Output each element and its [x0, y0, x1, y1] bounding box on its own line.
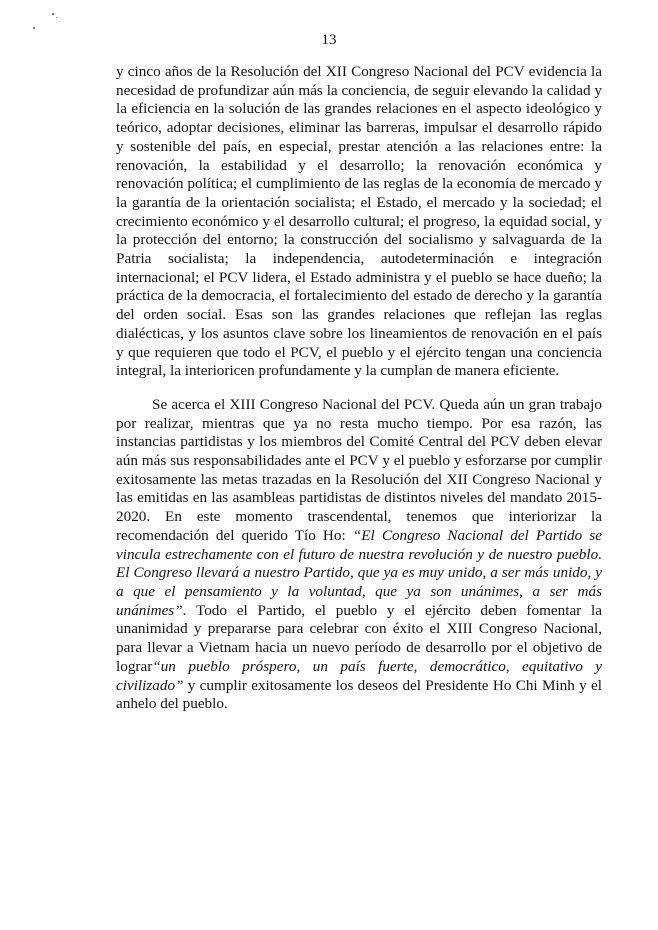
paragraph-text: Se acerca el XIII Congreso Nacional del PCV. Queda aún un gran trabajo por realizar, mientras que ya no resta mucho tiempo. Por esa razón, las instancias partidistas y los miembros del Comité Central del PCV deben elevar aún más sus responsabilidades ante el PCV y el pueblo y esforzarse por cumplir exitosamente las metas trazadas en la Resolución del XII Congreso Nacional y las emitidas en las asambleas partidistas de distintos niveles del mandato 2015-2020. En este momento trascendental, tenemos que interiorizar la recomendación del querido Tío Ho: [116, 395, 602, 544]
uncle-ho-quote: “El Congreso Nacional del Partido se vincula estrechamente con el futuro de nuestra revolución y de nuestro pueblo. El Congreso llevará a nuestro Partido, que ya es muy unido, a ser más unido, y a que el pensamiento y la voluntad, que ya son unánimes, a ser más unánimes” [116, 526, 602, 619]
scan-speck [52, 13, 54, 15]
paragraph-text: . Todo el Partido, el pueblo y el ejército deben fomentar la unanimidad y prepararse para celebrar con éxito el XIII Congreso Nacional, para llevar a Vietnam hacia un nuevo período de desarrollo por el objetivo de lograr [116, 601, 602, 675]
paragraph-text: y cumplir exitosamente los deseos del Presidente Ho Chi Minh y el anhelo del pueblo. [116, 676, 602, 713]
scan-speck [33, 27, 35, 29]
paragraph-congress [116, 396, 602, 714]
paragraph-relations: y cinco años de la Resolución del XII Congreso Nacional del PCV evidencia la necesidad de profundizar aún más la conciencia, de seguir elevando la calidad y la eficiencia en la solución de las grandes relaciones en el aspecto ideológico y teórico, adoptar decisiones, eliminar las barreras, impulsar el desarrollo rápido y sostenible del país, en especial, prestar atención a las relaciones entre: la renovación, la estabilidad y el desarrollo; la renovación económica y renovación política; el cumplimiento de las reglas de la economía de mercado y la garantía de la orientación socialista; el Estado, el mercado y la sociedad; el crecimiento económico y el desarrollo cultural; el progreso, la equidad social, y la protección del entorno; la construcción del socialismo y salvaguarda de la Patria socialista; la independencia, autodeterminación e integración internacional; el PCV lidera, el Estado administra y el pueblo se hace dueño; la práctica de la democracia, el fortalecimiento del estado de derecho y la garantía del orden social. Esas son las grandes relaciones que reflejan las reglas dialécticas, y los asuntos clave sobre los lineamientos de renovación en el país y que requieren que todo el PCV, el pueblo y el ejército tengan una conciencia integral, la interioricen profundamente y la cumplan de manera eficiente. [116, 63, 602, 380]
scan-speck [56, 17, 57, 18]
page-number: 13 [321, 32, 337, 48]
goal-quote: “un pueblo próspero, un país fuerte, democrático, equitativo y civilizado” [116, 657, 602, 694]
document-body [116, 63, 602, 714]
